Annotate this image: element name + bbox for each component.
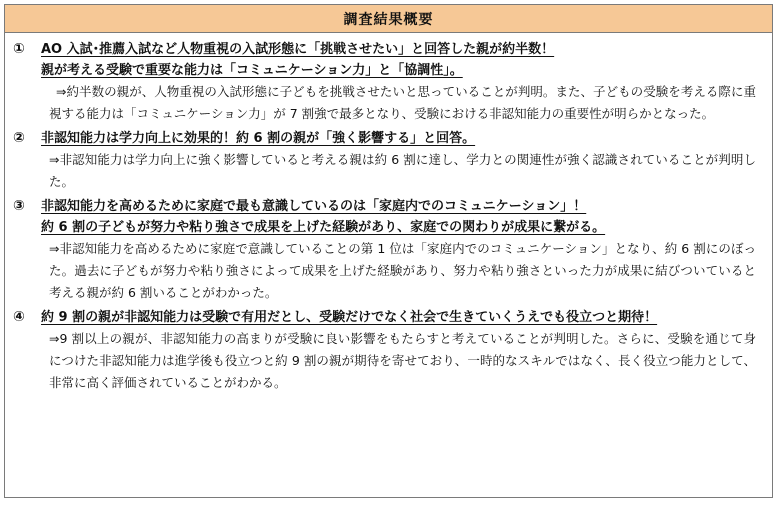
summary-box: [4, 4, 773, 498]
item-number: ①: [13, 41, 25, 57]
item-body: ⇒非認知能力は学力向上に強く影響していると考える親は約 6 割に達し、学力との関連性が強く認識されていることが判明した。: [49, 152, 756, 189]
item-title-line: 非認知能力を高めるために家庭で最も意識しているのは「家庭内でのコミュニケーション」！: [41, 199, 587, 214]
summary-item-2: [13, 128, 762, 193]
item-title-line: 非認知能力は学力向上に効果的！約 6 割の親が「強く影響する」と回答。: [41, 131, 476, 146]
item-number: ④: [13, 309, 25, 325]
summary-content: [5, 33, 772, 394]
item-title-line: 約 6 割の子どもが努力や粘り強さで成果を上げた経験があり、家庭での関わりが成果に繋がる。: [41, 220, 606, 235]
item-heading: [13, 39, 762, 60]
item-number: ③: [13, 198, 25, 214]
summary-item-1: [13, 39, 762, 125]
item-heading: [13, 128, 762, 149]
summary-title: 調査結果概要: [343, 11, 434, 28]
item-body: ⇒9 割以上の親が、非認知能力の高まりが受験に良い影響をもたらすと考えていることが判明した。さらに、受験を通じて身につけた非認知能力は進学後も役立つと約 9 割の親が期待を寄せており、一時的なスキルではなく、長く役立つ能力として、非常に高く評価されていることがわかる。: [49, 331, 756, 390]
summary-item-3: [13, 196, 762, 304]
item-title-line: 約 9 割の親が非認知能力は受験で有用だとし、受験だけでなく社会で生きていくうえでも役立つと期待！: [41, 310, 658, 325]
summary-item-4: [13, 307, 762, 394]
item-title-line: AO 入試･推薦入試など人物重視の入試形態に「挑戦させたい」と回答した親が約半数！: [41, 42, 555, 57]
item-body: ⇒約半数の親が、人物重視の入試形態に子どもを挑戦させたいと思っていることが判明。また、子どもの受験を考える際に重視する能力は「コミュニケーション力」が 7 割強で最多となり、受験における非認知能力の重要性が明らかとなった。: [49, 84, 756, 121]
summary-header: [5, 5, 772, 33]
item-heading-continued: [13, 60, 762, 81]
item-heading: [13, 307, 762, 328]
item-heading: [13, 196, 762, 217]
item-title-line: 親が考える受験で重要な能力は「コミュニケーション力」と「協調性」。: [41, 63, 463, 78]
item-heading-continued: [13, 217, 762, 238]
item-number: ②: [13, 130, 25, 146]
item-body: ⇒非認知能力を高めるために家庭で意識していることの第 1 位は「家庭内でのコミュニケーション」となり、約 6 割にのぼった。過去に子どもが努力や粘り強さによって成果を上げた経験があり、努力や粘り強さといった力が成果に結びついていると考える親が約 6 割いることがわかった。: [49, 241, 756, 300]
